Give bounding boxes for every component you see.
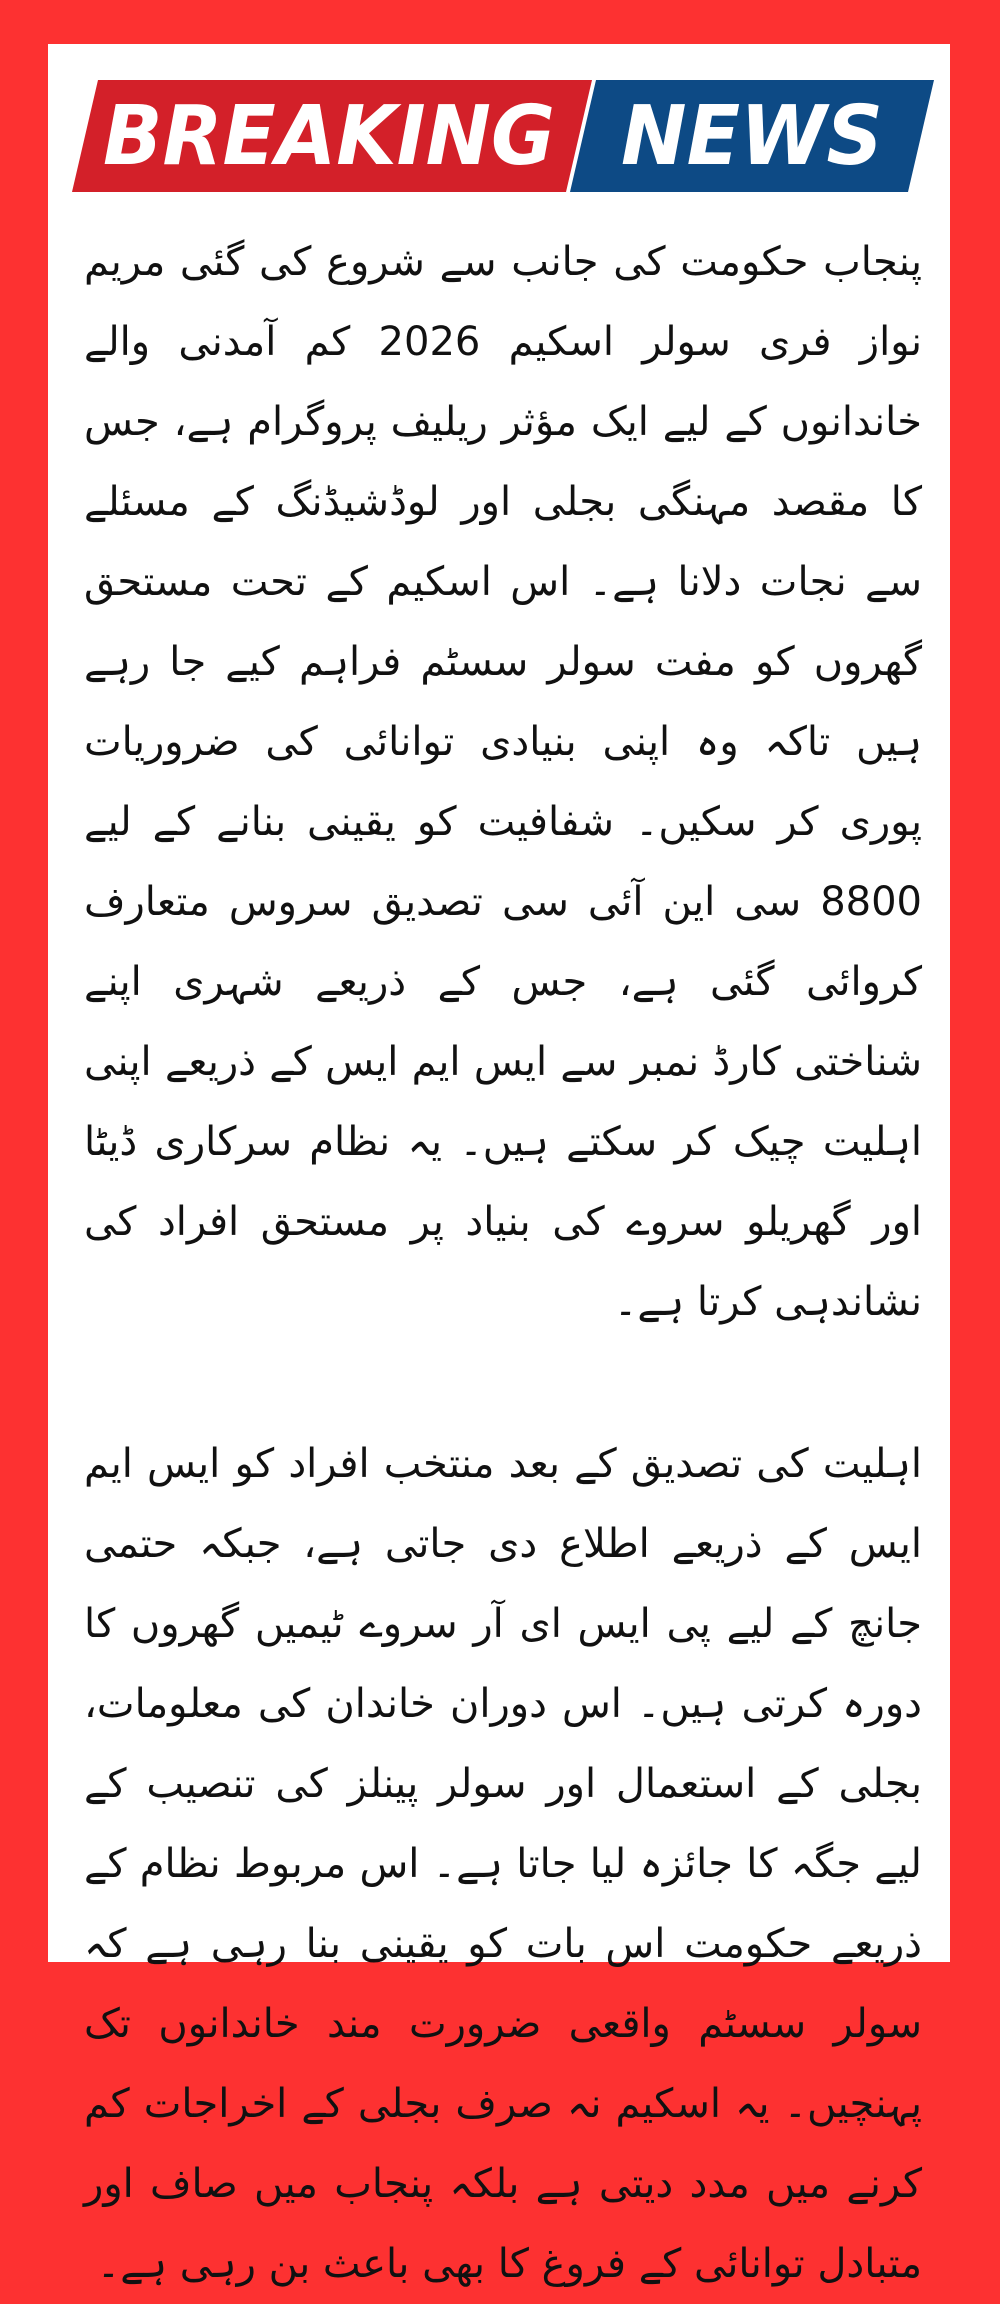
banner-word-news: NEWS	[621, 89, 883, 184]
banner-word-breaking: BREAKING	[103, 89, 555, 184]
article-paragraph-2: اہلیت کی تصدیق کے بعد منتخب افراد کو ایس ایم ایس کے ذریعے اطلاع دی جاتی ہے، جبکہ حتمی جانچ کے لیے پی ایس ای آر سروے ٹیمیں گھروں کا دورہ کرتی ہیں۔ اس دوران خاندان کی معلومات، بجلی کے استعمال اور سولر پینلز کی تنصیب کے لیے جگہ کا جائزہ لیا جاتا ہے۔ اس مربوط نظام کے ذریعے حکومت اس بات کو یقینی بنا رہی ہے کہ سولر سسٹم واقعی ضرورت مند خاندانوں تک پہنچیں۔ یہ اسکیم نہ صرف بجلی کے اخراجات کم کرنے میں مدد دیتی ہے بلکہ پنجاب میں صاف اور متبادل توانائی کے فروغ کا بھی باعث بن رہی ہے۔	[84, 1441, 922, 2287]
breaking-news-banner	[72, 80, 934, 192]
banner-graphic	[72, 80, 934, 192]
article-paragraph-1: پنجاب حکومت کی جانب سے شروع کی گئی مریم نواز فری سولر اسکیم 2026 کم آمدنی والے خاندانوں کے لیے ایک مؤثر ریلیف پروگرام ہے، جس کا مقصد مہنگی بجلی اور لوڈشیڈنگ کے مسئلے سے نجات دلانا ہے۔ اس اسکیم کے تحت مستحق گھروں کو مفت سولر سسٹم فراہم کیے جا رہے ہیں تاکہ وہ اپنی بنیادی توانائی کی ضروریات پوری کر سکیں۔ شفافیت کو یقینی بنانے کے لیے 8800 سی این آئی سی تصدیق سروس متعارف کروائی گئی ہے، جس کے ذریعے شہری اپنے شناختی کارڈ نمبر سے ایس ایم ایس کے ذریعے اپنی اہلیت چیک کر سکتے ہیں۔ یہ نظام سرکاری ڈیٹا اور گھریلو سروے کی بنیاد پر مستحق افراد کی نشاندہی کرتا ہے۔	[84, 239, 923, 1325]
article-body	[84, 222, 922, 2304]
